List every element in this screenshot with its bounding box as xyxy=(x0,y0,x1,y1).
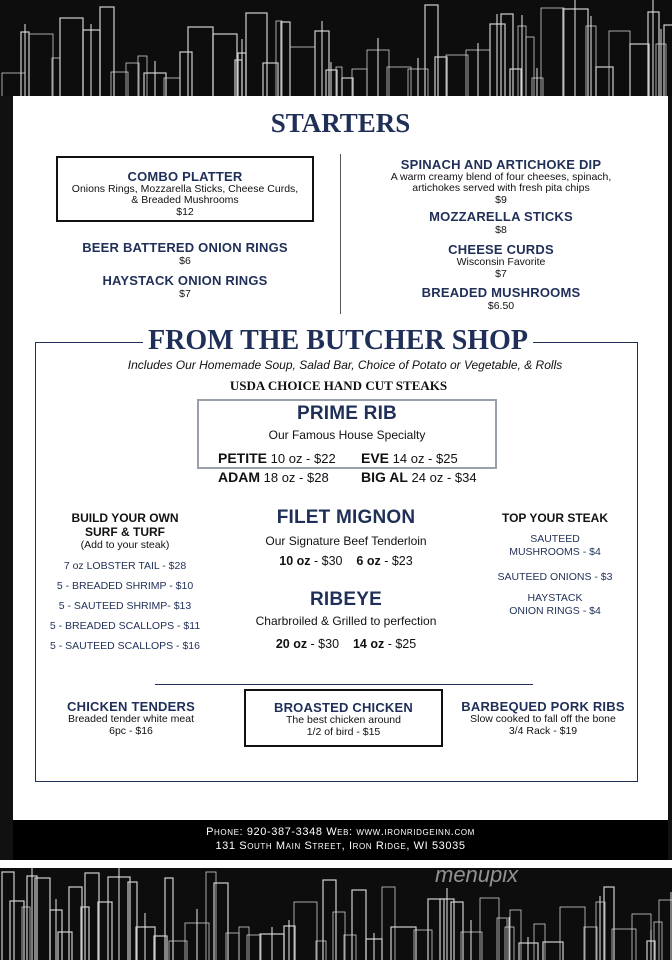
top-steak-list xyxy=(485,533,625,618)
mozzarella-item xyxy=(358,209,644,236)
chicken-divider xyxy=(155,684,533,685)
cut-eve-detail: 14 oz - $25 xyxy=(392,451,458,466)
skyline-banner-bottom xyxy=(0,868,672,960)
combo-platter-price: $12 xyxy=(176,206,194,218)
skyline-building xyxy=(60,18,83,96)
broasted-title: BROASTED CHICKEN xyxy=(274,700,413,715)
filet-price-1: - $30 xyxy=(310,554,343,568)
skyline-building xyxy=(659,900,672,960)
skyline-building xyxy=(29,34,53,96)
frame-top-left xyxy=(35,342,143,343)
ribeye-title: RIBEYE xyxy=(310,589,382,610)
skyline-banner-top xyxy=(0,0,672,96)
onion-rings-price: $6 xyxy=(179,255,191,267)
watermark: menupix xyxy=(435,862,519,887)
skyline-building xyxy=(246,13,267,96)
surf-turf-block xyxy=(45,511,205,656)
filet-prices xyxy=(201,554,491,568)
menu-page xyxy=(13,96,668,820)
skyline-pattern-bottom xyxy=(0,868,672,960)
cut-adam xyxy=(218,469,329,485)
chicken-tenders-desc: Breaded tender white meat xyxy=(67,713,195,725)
skyline-building xyxy=(435,57,447,96)
ribeye-size-1: 20 oz xyxy=(275,637,308,651)
filet-price-2: - $23 xyxy=(380,554,413,568)
surf-turf-note: (Add to your steak) xyxy=(80,539,170,551)
skyline-building xyxy=(239,927,249,960)
skyline-building xyxy=(446,55,468,96)
skyline-building xyxy=(604,887,614,960)
starters-divider xyxy=(340,154,341,314)
haystack-price: $7 xyxy=(179,288,191,300)
skyline-building xyxy=(501,14,513,96)
skyline-building xyxy=(630,44,649,96)
cut-adam-detail: 18 oz - $28 xyxy=(263,470,329,485)
mushrooms-title: BREADED MUSHROOMS xyxy=(421,285,581,300)
skyline-building xyxy=(290,47,315,96)
mushrooms-price: $6.50 xyxy=(487,300,515,312)
skyline-building xyxy=(352,890,366,960)
surf-turf-list xyxy=(45,556,205,656)
skyline-building xyxy=(480,898,499,960)
skyline-building xyxy=(425,5,438,96)
skyline-building xyxy=(414,930,432,960)
combo-platter-item xyxy=(56,169,314,218)
skyline-building xyxy=(352,69,367,96)
skyline-building xyxy=(213,34,237,96)
skyline-building xyxy=(69,887,82,960)
ribeye-size-2: 14 oz xyxy=(352,637,385,651)
onion-rings-item xyxy=(56,240,314,267)
cut-big-al-name: BIG AL xyxy=(361,469,408,485)
ribeye-price-1: - $30 xyxy=(307,637,340,651)
skyline-building xyxy=(22,907,30,960)
ribeye-desc: Charbroiled & Grilled to perfection xyxy=(255,614,437,628)
haystack-item xyxy=(56,273,314,300)
skyline-building xyxy=(526,37,534,96)
butcher-heading: FROM THE BUTCHER SHOP xyxy=(148,325,528,356)
mozzarella-title: MOZZARELLA STICKS xyxy=(429,209,573,224)
skyline-building xyxy=(316,941,326,960)
footer-contact: Phone: 920-387-3348 Web: www.ironridgeinn.com xyxy=(206,826,475,838)
cut-adam-name: ADAM xyxy=(218,469,260,485)
skyline-building xyxy=(100,7,114,96)
topping-line: ONION RINGS - $4 xyxy=(509,605,601,617)
spinach-dip-desc: A warm creamy blend of four cheeses, spinach, xyxy=(390,171,612,183)
cut-eve xyxy=(361,450,458,466)
filet-title: FILET MIGNON xyxy=(276,507,416,528)
surf-turf-item: 5 - BREADED SCALLOPS - $11 xyxy=(49,620,201,632)
skyline-building xyxy=(333,912,345,960)
footer-bar xyxy=(13,820,668,860)
top-steak-title: TOP YOUR STEAK xyxy=(501,511,609,525)
onion-rings-title: BEER BATTERED ONION RINGS xyxy=(82,240,288,255)
footer-address: 131 South Main Street, Iron Ridge, WI 53035 xyxy=(215,840,466,852)
skyline-building xyxy=(85,873,99,960)
surf-turf-title-1: BUILD YOUR OWN xyxy=(71,511,179,525)
surf-turf-item: 5 - SAUTEED SCALLOPS - $16 xyxy=(50,640,200,652)
cheese-curds-item xyxy=(358,242,644,280)
combo-platter-title: COMBO PLATTER xyxy=(127,169,243,184)
prime-rib-title: PRIME RIB xyxy=(297,403,397,424)
frame-top-right xyxy=(533,342,638,343)
skyline-building xyxy=(541,8,564,96)
chicken-tenders-price: 6pc - $16 xyxy=(109,725,153,737)
surf-turf-item: 5 - SAUTEED SHRIMP- $13 xyxy=(58,600,192,612)
chicken-tenders-item xyxy=(51,699,211,737)
skyline-building xyxy=(344,935,356,960)
topping-item xyxy=(485,533,625,559)
skyline-building xyxy=(2,872,14,960)
skyline-building xyxy=(664,25,672,96)
surf-turf-item: 5 - BREADED SHRIMP - $10 xyxy=(56,580,194,592)
skyline-building xyxy=(596,67,613,96)
ribs-title: BARBEQUED PORK RIBS xyxy=(461,699,625,714)
broasted-desc: The best chicken around xyxy=(286,714,401,726)
topping-item xyxy=(485,571,625,584)
skyline-building xyxy=(584,927,597,960)
skyline-building xyxy=(428,899,444,960)
spinach-dip-item xyxy=(358,157,644,206)
chicken-tenders-title: CHICKEN TENDERS xyxy=(67,699,195,714)
cut-petite-name: PETITE xyxy=(218,450,268,466)
ribs-item xyxy=(455,699,631,737)
combo-platter-desc-2: & Breaded Mushrooms xyxy=(131,194,239,206)
topping-line: HAYSTACK xyxy=(527,592,583,604)
ribeye-prices xyxy=(201,637,491,651)
skyline-building xyxy=(609,31,630,96)
topping-line: SAUTEED ONIONS - $3 xyxy=(497,571,613,583)
topping-line: SAUTEED xyxy=(530,533,580,545)
cheese-curds-price: $7 xyxy=(495,268,507,280)
cut-big-al xyxy=(361,469,477,485)
spinach-dip-price: $9 xyxy=(495,194,507,206)
cut-eve-name: EVE xyxy=(361,450,390,466)
ribeye-price-2: - $25 xyxy=(384,637,417,651)
skyline-building xyxy=(387,67,411,96)
ribs-desc: Slow cooked to fall off the bone xyxy=(470,713,616,725)
skyline-building xyxy=(382,887,395,960)
skyline-pattern-top xyxy=(0,0,672,96)
starters-heading: STARTERS xyxy=(270,108,411,138)
topping-item xyxy=(485,592,625,618)
filet-size-1: 10 oz xyxy=(279,554,311,568)
page-gap xyxy=(0,860,672,868)
cheese-curds-desc: Wisconsin Favorite xyxy=(456,256,546,268)
skyline-building xyxy=(612,929,636,960)
skyline-building xyxy=(497,918,507,960)
skyline-building xyxy=(323,880,336,960)
skyline-building xyxy=(98,902,112,960)
skyline-building xyxy=(342,78,353,96)
surf-turf-title-2: SURF & TURF xyxy=(85,525,165,539)
mozzarella-price: $8 xyxy=(495,224,507,236)
butcher-subtitle: Includes Our Homemade Soup, Salad Bar, Choice of Potato or Vegetable, & Rolls xyxy=(127,358,563,372)
skyline-building xyxy=(560,907,585,960)
skyline-building xyxy=(510,69,521,96)
broasted-price: 1/2 of bird - $15 xyxy=(306,726,381,738)
usda-heading: USDA CHOICE HAND CUT STEAKS xyxy=(229,378,448,393)
skyline-building xyxy=(58,932,72,960)
prime-rib-desc: Our Famous House Specialty xyxy=(268,428,426,442)
cut-petite xyxy=(218,450,336,466)
cheese-curds-title: CHEESE CURDS xyxy=(448,242,554,257)
filet-size-2: 6 oz xyxy=(356,554,381,568)
surf-turf-item: 7 oz LOBSTER TAIL - $28 xyxy=(63,560,187,572)
ribs-price: 3/4 Rack - $19 xyxy=(508,725,578,737)
spinach-dip-desc-2: artichokes served with fresh pita chips xyxy=(412,182,590,194)
skyline-building xyxy=(180,52,192,96)
filet-desc: Our Signature Beef Tenderloin xyxy=(265,534,427,548)
topping-line: MUSHROOMS - $4 xyxy=(509,546,601,558)
cut-big-al-detail: 24 oz - $34 xyxy=(411,470,477,485)
skyline-building xyxy=(294,902,317,960)
broasted-item xyxy=(244,700,443,738)
top-steak-block xyxy=(485,511,625,618)
haystack-title: HAYSTACK ONION RINGS xyxy=(102,273,268,288)
combo-platter-desc: Onions Rings, Mozzarella Sticks, Cheese Curds, xyxy=(71,183,299,195)
spinach-dip-title: SPINACH AND ARTICHOKE DIP xyxy=(400,157,602,172)
skyline-building xyxy=(632,914,651,960)
skyline-building xyxy=(169,941,187,960)
mushrooms-item xyxy=(358,285,644,312)
cut-petite-detail: 10 oz - $22 xyxy=(270,451,336,466)
